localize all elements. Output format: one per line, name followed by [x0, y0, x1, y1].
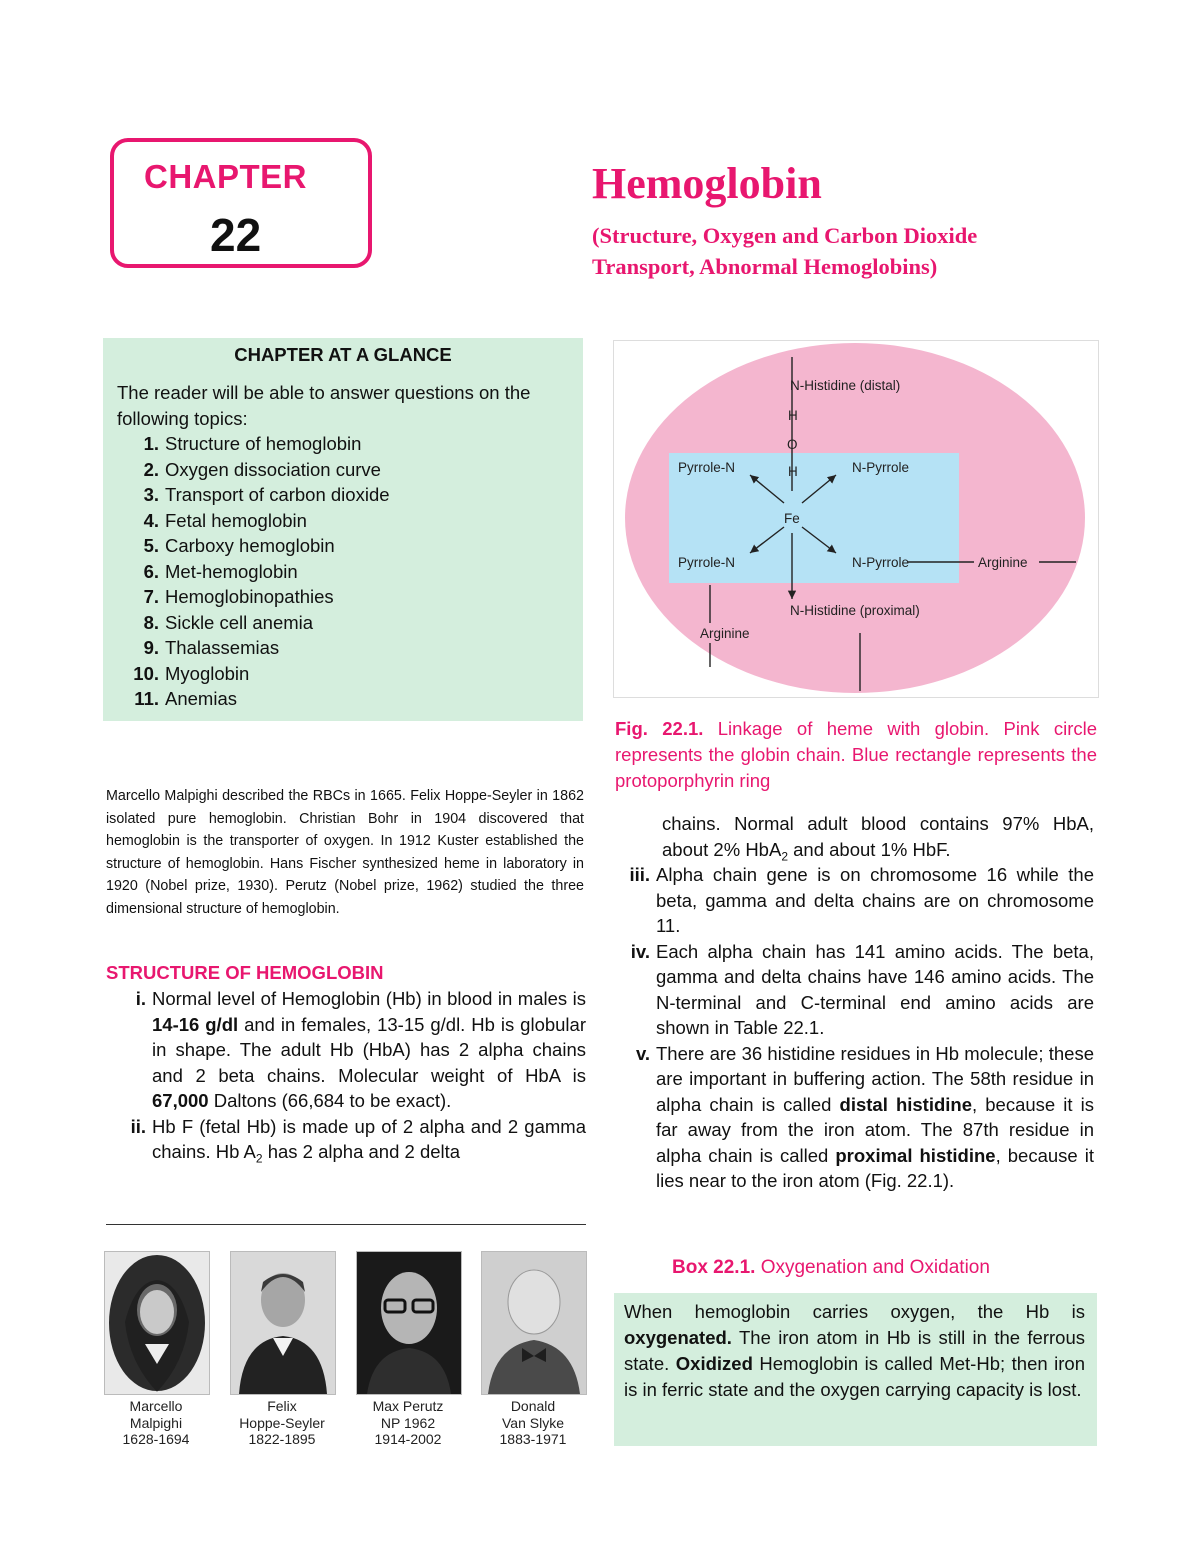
- text-run: , because it is far away from the iron atom. The 87th residue in alpha chain is called: [656, 1093, 1094, 1166]
- text-run: Hb F (fetal Hb) is made up of 2 alpha and 2 gamma chains. Hb A: [152, 1115, 586, 1162]
- list-item-i: [106, 986, 586, 1114]
- glance-topic-item: [117, 533, 569, 559]
- bold-term: distal histidine: [839, 1093, 973, 1115]
- chapter-label: CHAPTER: [144, 158, 308, 195]
- caption-line: Max Perutz: [372, 1398, 444, 1414]
- chapter-at-a-glance-box: [103, 338, 583, 721]
- topic-number: 5.: [143, 535, 159, 556]
- glance-intro: The reader will be able to answer questions on the following topics:: [117, 382, 531, 429]
- glance-topic-item: [117, 584, 569, 610]
- portrait-caption: [96, 1398, 216, 1448]
- portrait-hoppe-seyler: [230, 1251, 336, 1395]
- heme-globin-figure: [613, 340, 1099, 698]
- page-title: Hemoglobin: [592, 159, 822, 208]
- text-run: When hemoglobin carries oxygen, the Hb is: [624, 1301, 1085, 1322]
- label-fe: Fe: [784, 511, 800, 526]
- label-h-lower: H: [788, 464, 798, 479]
- caption-line: Malpighi: [129, 1414, 183, 1431]
- caption-line: 1914-2002: [374, 1431, 442, 1447]
- label-pyrrole-top-right: N-Pyrrole: [852, 460, 910, 475]
- text-run: and in females, 13-15 g/dl. Hb is globular in shape. The adult Hb (HbA) has 2 alpha chains and 2 beta chains. Molecular weight of HbA is: [152, 1013, 586, 1086]
- glance-topic-item: [117, 482, 569, 508]
- portrait-caption: [222, 1398, 342, 1448]
- subscript: 2: [255, 1151, 263, 1166]
- topic-text: Sickle cell anemia: [165, 611, 314, 633]
- structure-list-left: [106, 986, 586, 1165]
- topic-text: Oxygen dissociation curve: [165, 458, 381, 480]
- divider: [106, 1224, 586, 1225]
- portrait-perutz: [356, 1251, 462, 1395]
- glance-topic-item: [117, 457, 569, 483]
- topic-text: Structure of hemoglobin: [165, 433, 362, 454]
- caption-line: 1883-1971: [499, 1431, 567, 1447]
- glance-heading: CHAPTER AT A GLANCE: [234, 344, 452, 365]
- topic-text: Met-hemoglobin: [165, 560, 298, 582]
- topic-text: Anemias: [165, 688, 237, 709]
- label-pyrrole-bottom-right: N-Pyrrole: [852, 555, 910, 570]
- bold-value: 67,000: [152, 1090, 209, 1111]
- topic-number: 1.: [143, 433, 159, 454]
- topic-number: 8.: [143, 611, 159, 633]
- item-number: iv.: [630, 940, 650, 962]
- text-run: There are 36 histidine residues in Hb molecule; these are important in buffering action. The 58th residue in alpha chain is called: [656, 1042, 1094, 1115]
- history-paragraph: Marcello Malpighi described the RBCs in 1665. Felix Hoppe-Seyler in 1862 isolated pure hemoglobin. Christian Bohr in 1904 discovered that hemoglobin is the transporter of oxygen. In 1912 Kuster established the structure of hemoglobin. Hans Fischer synthesized heme in laboratory in 1920 (Nobel prize, 1930). Perutz (Nobel prize, 1962) studied the three dimensional structure of hemoglobin.: [106, 788, 584, 917]
- topic-number: 3.: [143, 484, 159, 505]
- label-h-upper: H: [788, 408, 798, 423]
- glance-topic-item: [117, 661, 569, 687]
- caption-line: Van Slyke: [502, 1414, 564, 1431]
- portrait-caption: [473, 1398, 593, 1448]
- glance-topic-item: [117, 686, 569, 712]
- topic-text: Hemoglobinopathies: [165, 586, 334, 607]
- topic-number: 9.: [143, 637, 159, 658]
- bold-term: proximal histidine: [835, 1144, 996, 1166]
- label-arginine-left: Arginine: [700, 626, 750, 641]
- item-text: Alpha chain gene is on chromosome 16 while the beta, gamma and delta chains are on chromosome 11.: [656, 864, 1094, 936]
- topic-text: Myoglobin: [165, 662, 250, 684]
- caption-line: Marcello: [129, 1398, 183, 1414]
- glance-topic-item: [117, 508, 569, 534]
- label-pyrrole-bottom-left: Pyrrole-N: [678, 555, 736, 570]
- item-text: [152, 986, 586, 1114]
- glance-topic-list: [117, 431, 569, 712]
- list-item-v: [610, 1041, 1094, 1194]
- item-number: i.: [135, 988, 146, 1009]
- glance-topic-item: [117, 610, 569, 636]
- topic-text: Thalassemias: [165, 637, 280, 658]
- item-text: Each alpha chain has 141 amino acids. The beta, gamma and delta chains have 146 amino acids. The N-terminal and C-terminal end amino acids are shown in Table 22.1.: [656, 940, 1094, 1038]
- list-item-ii: [106, 1114, 586, 1165]
- box-title: [672, 1257, 990, 1279]
- topic-number: 7.: [143, 586, 159, 607]
- glance-topic-item: [117, 431, 569, 457]
- caption-line: 1822-1895: [248, 1431, 316, 1447]
- caption-line: Donald: [510, 1398, 556, 1414]
- portrait-van-slyke: [481, 1251, 587, 1395]
- label-arginine-right: Arginine: [978, 555, 1028, 570]
- text-run: chains. Normal adult blood contains 97% HbA, about 2% HbA: [662, 813, 1094, 860]
- list-item-iii: [610, 862, 1094, 939]
- structure-list-right: [610, 811, 1094, 1194]
- text-run: has 2 alpha and 2 delta: [262, 1141, 461, 1162]
- text-run: The iron atom in Hb is still in the ferrous state.: [624, 1327, 1085, 1374]
- label-proximal-histidine: N-Histidine (proximal): [790, 603, 920, 618]
- topic-number: 6.: [143, 560, 159, 582]
- topic-number: 11.: [134, 688, 159, 709]
- glance-topic-item: [117, 559, 569, 585]
- label-oxygen: O: [787, 437, 798, 452]
- text-run: Hemoglobin is called Met-Hb; then iron is in ferric state and the oxygen carrying capacity is lost.: [624, 1353, 1086, 1400]
- oxygenation-box: [614, 1293, 1097, 1446]
- chapter-number: 22: [210, 209, 262, 261]
- figure-number: Fig. 22.1.: [615, 718, 704, 739]
- text-run: and about 1% HbF.: [788, 838, 951, 860]
- bold-value: 14-16 g/dl: [152, 1013, 239, 1035]
- topic-number: 4.: [143, 509, 159, 531]
- text-run: Normal level of Hemoglobin (Hb) in blood in males is: [152, 988, 586, 1009]
- bold-term: Oxidized: [675, 1353, 753, 1374]
- topic-number: 10.: [133, 662, 159, 684]
- item-number: ii.: [130, 1115, 146, 1137]
- glance-topic-item: [117, 635, 569, 661]
- text-run: , because it lies near to the iron atom (Fig. 22.1).: [656, 1144, 1094, 1191]
- section-heading: STRUCTURE OF HEMOGLOBIN: [106, 962, 384, 983]
- caption-line: Felix: [267, 1398, 297, 1414]
- chapter-box: [110, 138, 372, 268]
- item-text: [656, 1041, 1094, 1194]
- portrait-caption: [348, 1398, 468, 1448]
- topic-text: Fetal hemoglobin: [165, 509, 307, 531]
- topic-text: Transport of carbon dioxide: [165, 484, 390, 505]
- topic-text: Carboxy hemoglobin: [165, 535, 335, 556]
- caption-line: 1628-1694: [122, 1431, 190, 1447]
- portrait-malpighi: [104, 1251, 210, 1395]
- page-subtitle: (Structure, Oxygen and Carbon Dioxide Transport, Abnormal Hemoglobins): [592, 223, 978, 279]
- caption-line: Hoppe-Seyler: [239, 1414, 325, 1431]
- box-number: Box 22.1.: [672, 1257, 756, 1278]
- label-distal-histidine: N-Histidine (distal): [790, 378, 901, 393]
- subscript: 2: [781, 849, 788, 864]
- figure-caption: [615, 716, 1097, 794]
- list-item-iv: [610, 939, 1094, 1041]
- item-number: iii.: [629, 864, 650, 885]
- bold-term: oxygenated.: [624, 1327, 732, 1348]
- item-text: [152, 1114, 586, 1165]
- label-pyrrole-top-left: Pyrrole-N: [678, 460, 736, 475]
- list-item-ii-continued: [610, 811, 1094, 862]
- box-title-text: Oxygenation and Oxidation: [755, 1257, 990, 1278]
- text-run: Daltons (66,684 to be exact).: [208, 1090, 452, 1111]
- caption-line: NP 1962: [380, 1414, 436, 1431]
- caption-text: Linkage of heme with globin. Pink circle represents the globin chain. Blue rectangle represents the protoporphyrin ring: [615, 718, 1097, 791]
- topic-number: 2.: [143, 458, 159, 480]
- item-number: v.: [635, 1042, 650, 1064]
